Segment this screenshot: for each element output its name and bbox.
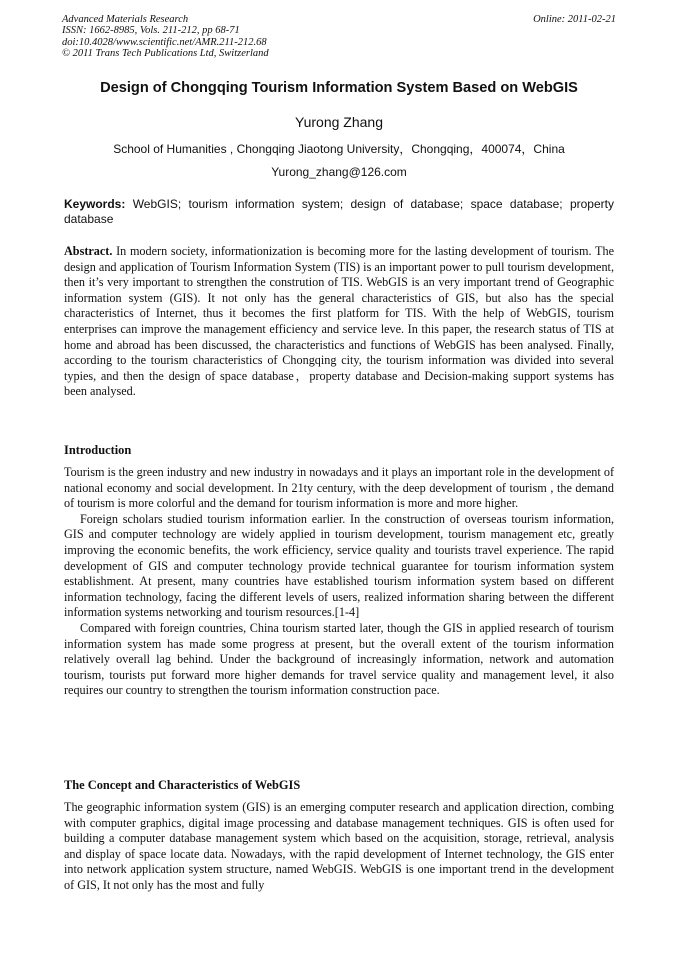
doi-line: doi:10.4028/www.scientific.net/AMR.211-212.68 — [62, 36, 267, 48]
online-date: Online: 2011-02-21 — [533, 14, 616, 25]
paragraph: The geographic information system (GIS) is an emerging computer research and application direction, combing with computer graphics, digital image processing and database management techniques. GIS is often used for building a computer database management system which based on the acquisition, storage, retrieval, analysis and display of space locate data. Nowadays, with the rapid development of Internet technology, the GIS enter into network application system structure, named WebGIS. WebGIS is one important trend in the development of GIS, It not only has the most and fully — [64, 800, 614, 892]
abstract-label: Abstract. — [64, 244, 113, 258]
keywords-label: Keywords: — [64, 197, 126, 211]
issn-line: ISSN: 1662-8985, Vols. 211-212, pp 68-71 — [62, 25, 240, 37]
author-name: Yurong Zhang — [295, 114, 383, 130]
keywords — [64, 197, 614, 227]
abstract-text: In modern society, informationization is becoming more for the lasting development of tourism. The design and application of Tourism Information System (TIS) is an important power to pull tourism development, then it’s very important to strengthen the constrution of TIS. WebGIS is an very important trend of Geographic information system (GIS). It not only has the general characteristics of GIS, but also has the special characteristics of Internet, thus it becomes the first platform for TIS. With the help of WebGIS, tourism enterprises can improve the management efficiency and service leve. In this paper, the research status of TIS at home and abroad has been discussed, the characteristics and functions of WebGIS has been analysed. Finally, according to the tourism characteristics of Chongqing city, the tourism information was divided into several typies, and then the design of space database，property database and Decision-making support systems has been analysed. — [64, 244, 614, 399]
paper-title: Design of Chongqing Tourism Information System Based on WebGIS — [100, 80, 578, 96]
author-affiliation: School of Humanities , Chongqing Jiaotong University，Chongqing，400074，China — [113, 142, 565, 156]
abstract — [64, 244, 614, 400]
journal-name: Advanced Materials Research — [62, 14, 189, 25]
paragraph: Foreign scholars studied tourism information earlier. In the construction of overseas tourism information, GIS and computer technology are widely applied in tourism development, tourism management etc, greatly improving the economic benefits, the work efficiency, service quality and tourists travel experience. The rapid development of GIS and computer technology provide technical guarantee for tourism information system establishment. At present, many countries have established tourism information system based on different information technology, facing the different levels of users, realized information sharing between the different information systems networking and tourism resources.[1-4] — [64, 511, 614, 620]
paragraph: Compared with foreign countries, China tourism started later, though the GIS in applied research of tourism information system has made some progress at present, but the overall extent of the tourism information relatively overall lag behind. Under the background of increasingly information, network and automation tourism, tourists put forward more higher demands for travel service quality and management level, it also requires our country to strengthen the tourism information construction pace. — [64, 620, 614, 698]
author-email: Yurong_zhang@126.com — [271, 165, 407, 179]
keywords-text: WebGIS; tourism information system; design of database; space database; property database — [64, 197, 614, 226]
introduction-body — [64, 465, 614, 699]
section-heading-introduction: Introduction — [64, 443, 132, 457]
running-header — [62, 14, 616, 60]
copyright-line: © 2011 Trans Tech Publications Ltd, Switzerland — [62, 48, 269, 60]
paragraph: Tourism is the green industry and new industry in nowadays and it plays an important role in the development of national economy and social development. In 21ty century, with the deep development of tourism , the demand of tourism is more colorful and the demand for tourism information is more and more higher. — [64, 465, 614, 511]
section-heading-concept: The Concept and Characteristics of WebGIS — [64, 778, 301, 792]
concept-body — [64, 800, 614, 894]
